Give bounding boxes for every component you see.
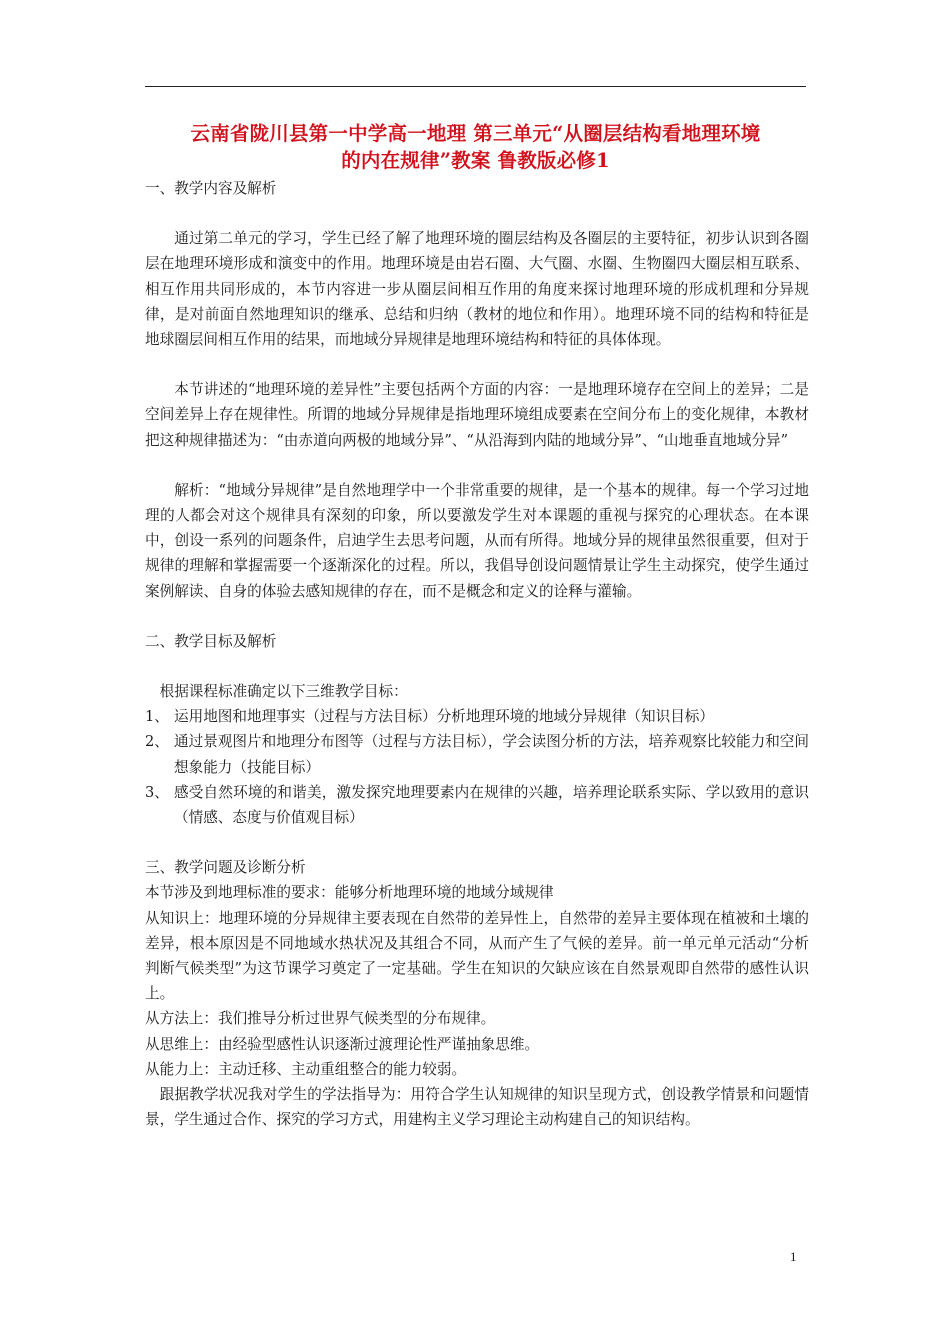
section-3-line-2: 从知识上：地理环境的分异规律主要表现在自然带的差异性上，自然带的差异主要体现在植被和土壤的差异，根本原因是不同地域水热状况及其组合不同，从而产生了气候的差异。前一单元单元活动“分析判断气候类型”为这节课学习奠定了一定基础。学生在知识的欠缺应该在自然景观即自然带的感性认识上。	[145, 909, 809, 1003]
objective-number: 3、	[145, 783, 169, 801]
section-1-heading: 一、教学内容及解析	[145, 180, 277, 197]
objective-number: 1、	[145, 708, 169, 726]
objective-item-2	[145, 729, 809, 779]
title-line-1: 云南省陇川县第一中学高一地理 第三单元“从圈层结构看地理环境	[190, 122, 761, 145]
objective-number: 2、	[145, 733, 169, 751]
section-3-line-4: 从思维上：由经验型感性认识逐渐过渡理论性严谨抽象思维。	[145, 1035, 540, 1053]
objective-text: 感受自然环境的和谐美，激发探究地理要素内在规律的兴趣，培养理论联系实际、学以致用的意识（情感、态度与价值观目标）	[174, 783, 809, 827]
objective-item-3	[145, 780, 809, 830]
title-line-2: 的内在规律”教案 鲁教版必修1	[341, 149, 610, 172]
section-2-intro: 根据课程标准确定以下三维教学目标：	[159, 683, 408, 701]
objective-text: 通过景观图片和地理分布图等（过程与方法目标），学会读图分析的方法，培养观察比较能力和空间想象能力（技能目标）	[174, 733, 809, 776]
header-rule	[145, 86, 806, 87]
section-3-line-6: 跟据教学状况我对学生的学法指导为：用符合学生认知规律的知识呈现方式，创设教学情景和问题情景，学生通过合作、探究的学习方式，用建构主义学习理论主动构建自己的知识结构。	[145, 1086, 809, 1129]
objective-text: 运用地图和地理事实（过程与方法目标）分析地理环境的地域分异规律（知识目标）	[174, 708, 714, 726]
objective-item-1	[145, 704, 809, 729]
section-3-line-5: 从能力上：主动迁移、主动重组整合的能力较弱。	[145, 1060, 467, 1078]
page-number: 1	[790, 1249, 797, 1264]
section-1-paragraph-3: 解析：“地域分异规律”是自然地理学中一个非常重要的规律，是一个基本的规律。每一个学习过地理的人都会对这个规律具有深刻的印象，所以要激发学生对本课题的重视与探究的心理状态。在本课中，创设一系列的问题条件，启迪学生去思考问题，从而有所得。地域分异的规律虽然很重要，但对于规律的理解和掌握需要一个逐渐深化的过程。所以，我倡导创设问题情景让学生主动探究，使学生通过案例解读、自身的体验去感知规律的存在，而不是概念和定义的诠释与灌输。	[145, 481, 809, 600]
section-3-heading: 三、教学问题及诊断分析	[145, 859, 306, 877]
section-1-paragraph-1: 通过第二单元的学习，学生已经了解了地理环境的圈层结构及各圈层的主要特征，初步认识到各圈层在地理环境形成和演变中的作用。地理环境是由岩石圈、大气圈、水圈、生物圈四大圈层相互联系、相互作用共同形成的，本节内容进一步从圈层间相互作用的角度来探讨地理环境的形成机理和分异规律，是对前面自然地理知识的继承、总结和归纳（教材的地位和作用）。地理环境不同的结构和特征是地球圈层间相互作用的结果，而地域分异规律是地理环境结构和特征的具体体现。	[145, 230, 809, 349]
section-2-heading: 二、教学目标及解析	[145, 632, 277, 650]
section-3-line-3: 从方法上：我们推导分析过世界气候类型的分布规律。	[145, 1010, 496, 1028]
section-1-paragraph-2: 本节讲述的“地理环境的差异性”主要包括两个方面的内容：一是地理环境存在空间上的差异；二是空间差异上存在规律性。所谓的地域分异规律是指地理环境组成要素在空间分布上的变化规律，本教材把这种规律描述为：“由赤道向两极的地域分异”、“从沿海到内陆的地域分异”、“山地垂直地域分异”	[145, 381, 809, 449]
document-body	[145, 176, 809, 1133]
document-title	[140, 120, 811, 174]
section-3-line-1: 本节涉及到地理标准的要求：能够分析地理环境的地域分域规律	[145, 884, 554, 902]
